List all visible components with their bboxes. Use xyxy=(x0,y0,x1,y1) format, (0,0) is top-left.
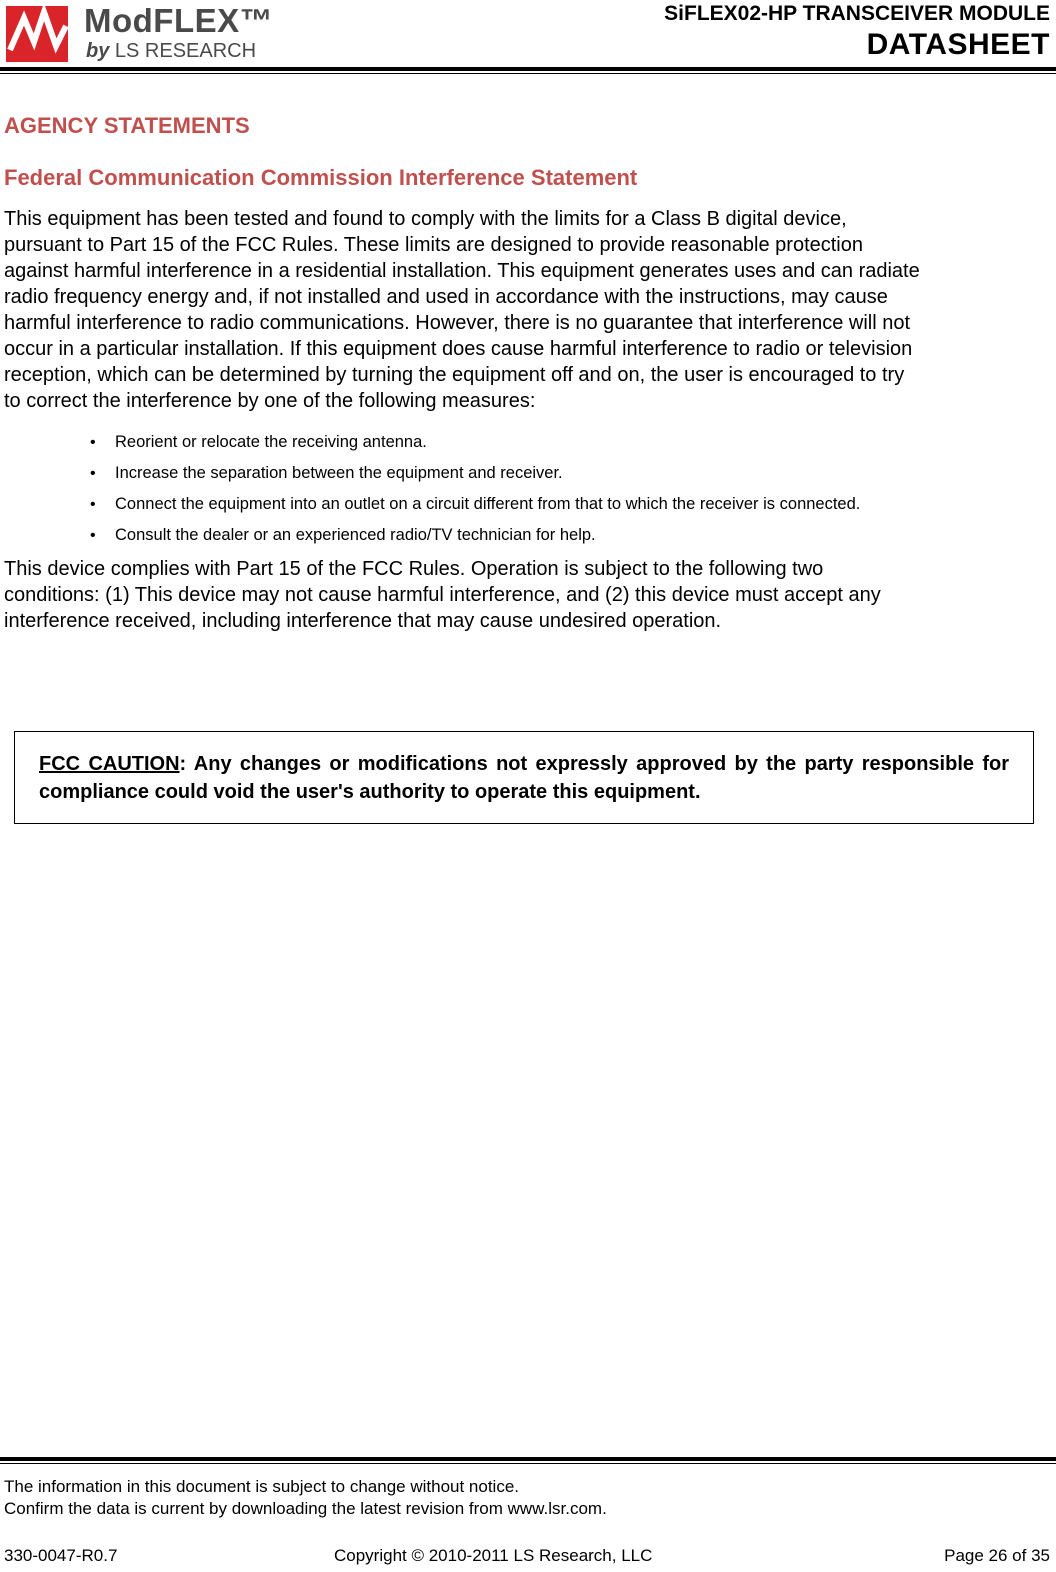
document-title: SiFLEX02-HP TRANSCEIVER MODULE xyxy=(664,2,1050,25)
caution-label: FCC CAUTION xyxy=(39,753,180,775)
copyright: Copyright © 2010-2011 LS Research, LLC xyxy=(334,1546,653,1565)
caution-text: : Any changes or modifications not expressly approved by the party responsible for compliance could void the user's authority to operate this equipment. xyxy=(39,753,1009,803)
fcc-statement-paragraph xyxy=(4,206,1052,414)
header-rule-thick xyxy=(0,67,1056,71)
footer-notice-line2: Confirm the data is current by downloading the latest revision from www.lsr.com. xyxy=(4,1499,607,1518)
measures-list xyxy=(4,430,1052,548)
footer-rule-thin xyxy=(0,1463,1056,1464)
list-item: • Connect the equipment into an outlet on a circuit different from that to which the receiver is connected. xyxy=(115,492,1052,517)
footer-rule-thick xyxy=(0,1457,1056,1461)
para1-line: radio frequency energy and, if not installed and used in accordance with the instructions, may cause xyxy=(4,286,888,308)
footer-notice-line1: The information in this document is subject to change without notice. xyxy=(4,1477,520,1496)
modflex-logo-mark xyxy=(4,2,74,64)
para1-line: reception, which can be determined by turning the equipment off and on, the user is encouraged to try xyxy=(4,364,905,386)
para1-line: This equipment has been tested and found to comply with the limits for a Class B digital device, xyxy=(4,208,847,230)
header-rule-thin xyxy=(0,73,1056,74)
para2-line: interference received, including interference that may cause undesired operation. xyxy=(4,610,722,632)
para1-line: against harmful interference in a residential installation. This equipment generates uses and can radiate xyxy=(4,260,920,282)
document-number: 330-0047-R0.7 xyxy=(4,1546,118,1565)
footer-notice xyxy=(4,1476,1050,1520)
logo-sub-company: LS RESEARCH xyxy=(114,40,257,62)
logo-sub-by: by xyxy=(86,40,110,62)
logo-subtitle xyxy=(86,40,256,63)
modflex-logo xyxy=(4,2,284,64)
header-titles xyxy=(664,0,1050,62)
list-item: • Increase the separation between the equipment and receiver. xyxy=(115,461,1052,486)
document-type: DATASHEET xyxy=(866,28,1050,61)
para2-line: conditions: (1) This device may not cause harmful interference, and (2) this device must accept any xyxy=(4,584,881,606)
footer-meta xyxy=(4,1546,1050,1568)
part15-compliance-paragraph xyxy=(4,556,1052,634)
para2-line: This device complies with Part 15 of the FCC Rules. Operation is subject to the following two xyxy=(4,558,824,580)
list-item: • Consult the dealer or an experienced radio/TV technician for help. xyxy=(115,523,1052,548)
list-item: • Reorient or relocate the receiving antenna. xyxy=(115,430,1052,455)
para1-line: harmful interference to radio communications. However, there is no guarantee that interference will not xyxy=(4,312,911,334)
logo-title: ModFLEX™ xyxy=(84,2,274,39)
section-subheading: Federal Communication Commission Interference Statement xyxy=(4,165,638,190)
fcc-caution-box xyxy=(14,731,1034,824)
section-heading: AGENCY STATEMENTS xyxy=(4,113,250,138)
main-content xyxy=(4,100,1052,634)
para1-line: pursuant to Part 15 of the FCC Rules. These limits are designed to provide reasonable protection xyxy=(4,234,863,256)
page-number: Page 26 of 35 xyxy=(944,1546,1050,1565)
para1-line: to correct the interference by one of the following measures: xyxy=(4,390,536,412)
para1-line: occur in a particular installation. If this equipment does cause harmful interference to radio or television xyxy=(4,338,913,360)
